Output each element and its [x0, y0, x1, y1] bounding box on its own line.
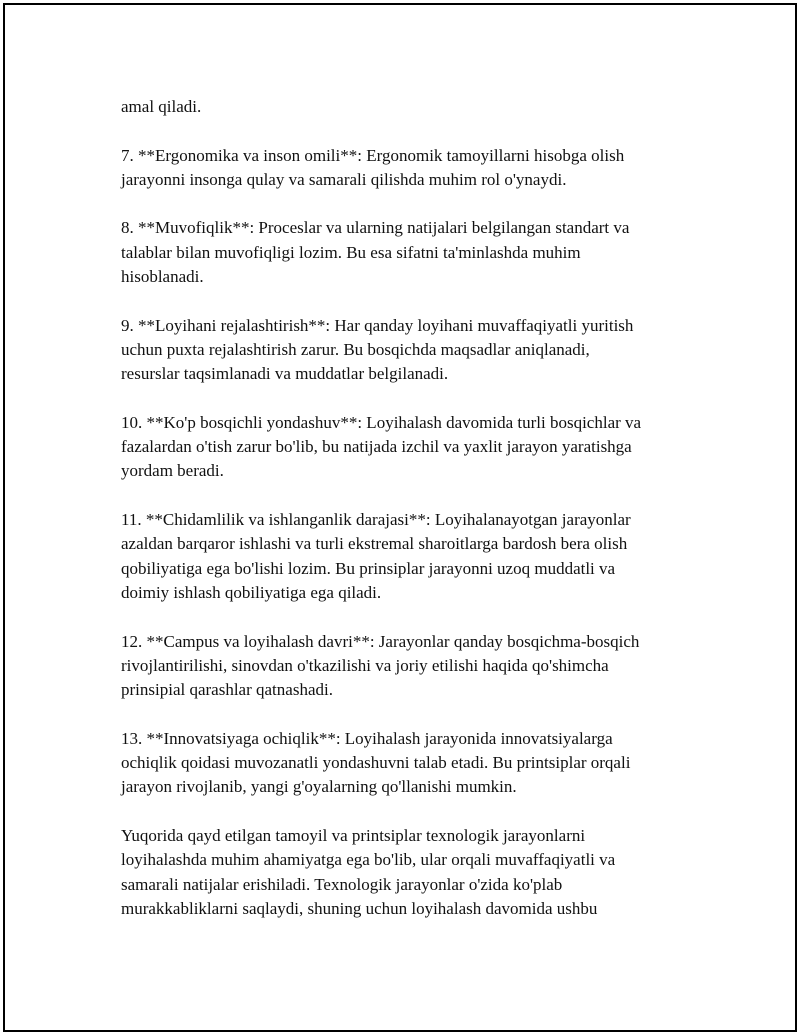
paragraph-item-11: 11. **Chidamlilik va ishlanganlik darajasi**: Loyihalanayotgan jarayonlar azaldan barqaror ishlashi va turli ekstremal sharoitlarga bardosh bera olish qobiliyatiga ega bo'lishi lozim. Bu prinsiplar jarayonni uzoq muddatli va doimiy ishlash qobiliyatiga ega qiladi. [121, 510, 631, 602]
paragraph-item-12: 12. **Campus va loyihalash davri**: Jarayonlar qanday bosqichma-bosqich rivojlantirilishi, sinovdan o'tkazilishi va joriy etilishi haqida qo'shimcha prinsipial qarashlar qatnashadi. [121, 631, 640, 700]
document-body [121, 95, 711, 945]
paragraph-item-8: 8. **Muvofiqlik**: Proceslar va ularning natijalari belgilangan standart va talablar bilan muvofiqligi lozim. Bu esa sifatni ta'minlashda muhim hisoblanadi. [121, 218, 630, 287]
document-page [3, 3, 797, 1032]
paragraph-item-13: 13. **Innovatsiyaga ochiqlik**: Loyihalash jarayonida innovatsiyalarga ochiqlik qoidasi muvozanatli yondashuvni talab etadi. Bu printsiplar orqali jarayon rivojlanib, yangi g'oyalarning qo'llanishi mumkin. [121, 728, 631, 797]
paragraph-item-9: 9. **Loyihani rejalashtirish**: Har qanday loyihani muvaffaqiyatli yuritish uchun puxta rejalashtirish zarur. Bu bosqichda maqsadlar aniqlanadi, resurslar taqsimlanadi va muddatlar belgilanadi. [121, 315, 634, 384]
paragraph-conclusion: Yuqorida qayd etilgan tamoyil va printsiplar texnologik jarayonlarni loyihalashda muhim ahamiyatga ega bo'lib, ular orqali muvaffaqiyatli va samarali natijalar erishiladi. Texnologik jarayonlar o'zida ko'plab murakkabliklarni saqlaydi, shuning uchun loyihalash davomida ushbu [121, 825, 616, 918]
paragraph-continuation: amal qiladi. [121, 97, 202, 116]
paragraph-item-10: 10. **Ko'p bosqichli yondashuv**: Loyihalash davomida turli bosqichlar va fazalardan o'tish zarur bo'lib, bu natijada izchil va yaxlit jarayon yaratishga yordam beradi. [121, 412, 642, 481]
paragraph-item-7: 7. **Ergonomika va inson omili**: Ergonomik tamoyillarni hisobga olish jarayonni insonga qulay va samarali qilishda muhim rol o'ynaydi. [121, 145, 625, 189]
